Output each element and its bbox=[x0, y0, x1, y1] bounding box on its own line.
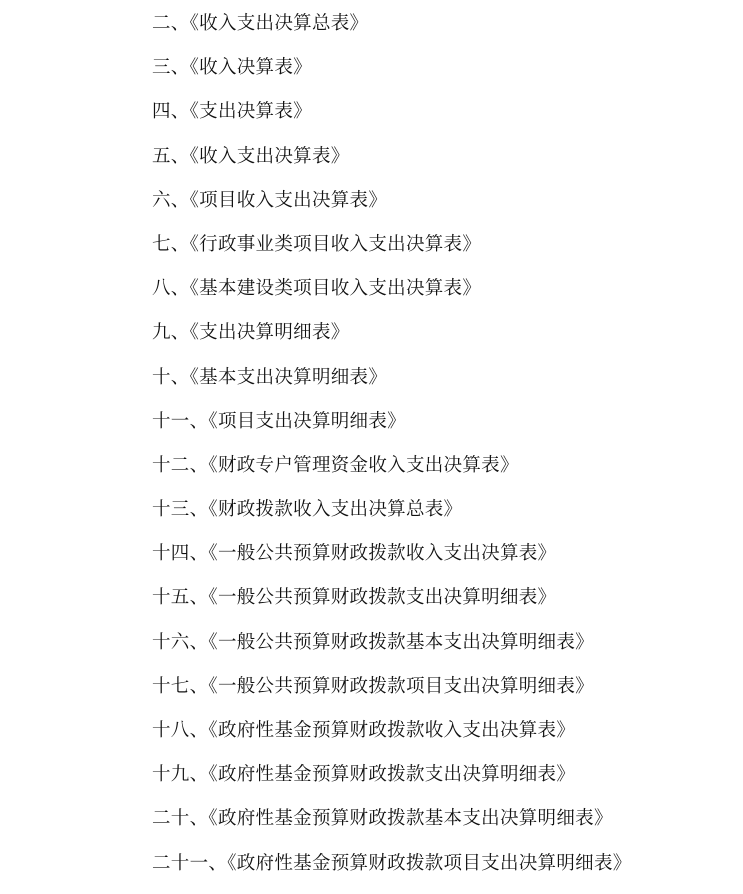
list-item: 三、《收入决算表》 bbox=[152, 57, 312, 79]
list-item: 十八、《政府性基金预算财政拨款收入支出决算表》 bbox=[152, 720, 576, 741]
list-item: 二十、《政府性基金预算财政拨款基本支出决算明细表》 bbox=[152, 808, 613, 830]
list-item: 十二、《财政专户管理资金收入支出决算表》 bbox=[152, 454, 519, 476]
list-item: 十九、《政府性基金预算财政拨款支出决算明细表》 bbox=[152, 764, 576, 786]
list-item: 十七、《一般公共预算财政拨款项目支出决算明细表》 bbox=[152, 675, 594, 697]
list-item: 九、《支出决算明细表》 bbox=[152, 322, 350, 344]
list-item: 六、《项目收入支出决算表》 bbox=[152, 189, 388, 211]
list-item: 四、《支出决算表》 bbox=[152, 101, 312, 123]
list-item: 十四、《一般公共预算财政拨款收入支出决算表》 bbox=[152, 543, 557, 565]
list-item: 二十一、《政府性基金预算财政拨款项目支出决算明细表》 bbox=[152, 852, 632, 874]
list-item: 八、《基本建设类项目收入支出决算表》 bbox=[152, 278, 482, 300]
list-item: 七、《行政事业类项目收入支出决算表》 bbox=[152, 233, 482, 255]
list-item: 十、《基本支出决算明细表》 bbox=[152, 366, 388, 388]
list-item: 十一、《项目支出决算明细表》 bbox=[152, 410, 406, 432]
list-item: 十五、《一般公共预算财政拨款支出决算明细表》 bbox=[152, 587, 557, 609]
document-table-list bbox=[152, 10, 632, 894]
list-item: 二、《收入支出决算总表》 bbox=[152, 13, 369, 34]
list-item: 十六、《一般公共预算财政拨款基本支出决算明细表》 bbox=[152, 631, 594, 653]
list-item: 五、《收入支出决算表》 bbox=[152, 145, 350, 167]
list-item: 十三、《财政拨款收入支出决算总表》 bbox=[152, 499, 463, 521]
